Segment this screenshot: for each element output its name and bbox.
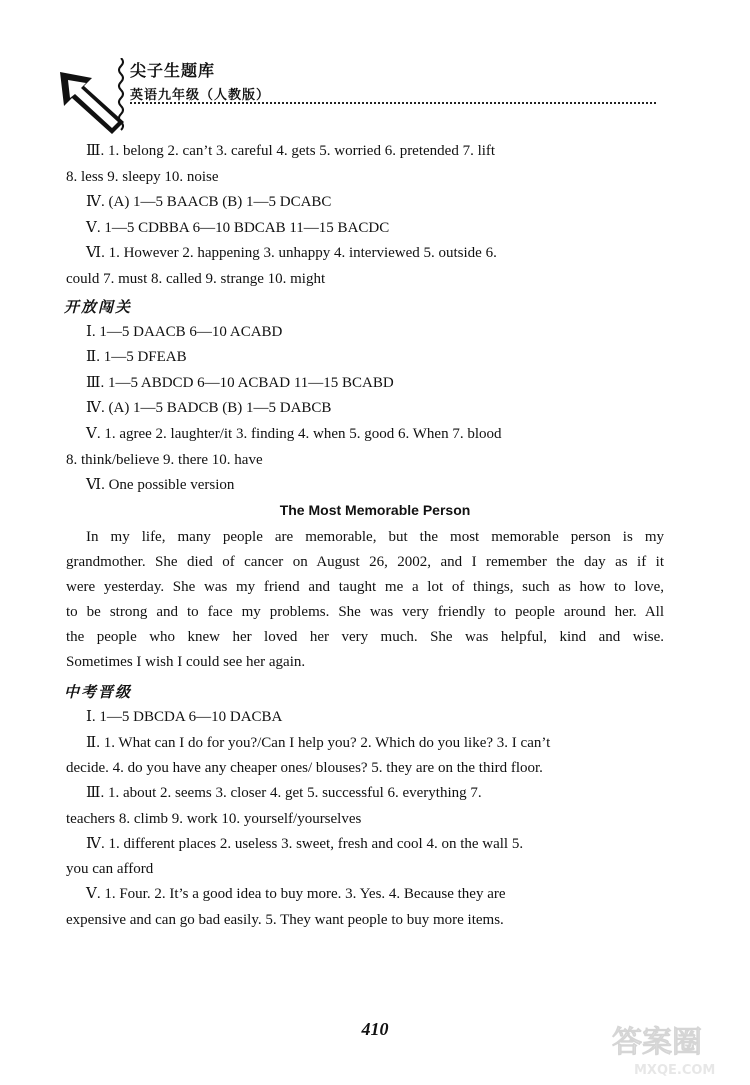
page-number: 410 bbox=[361, 1019, 389, 1039]
answer-line: Ⅲ. 1—5 ABDCD 6—10 ACBAD 11—15 BCABD bbox=[86, 375, 394, 391]
answer-line: Ⅳ. (A) 1—5 BADCB (B) 1—5 DABCB bbox=[86, 400, 332, 416]
answer-line: Ⅳ. 1. different places 2. useless 3. sweet, fresh and cool 4. on the wall 5. bbox=[86, 836, 524, 852]
svg-text:MXQE.COM: MXQE.COM bbox=[634, 1063, 716, 1078]
watermark-logo bbox=[608, 1018, 738, 1078]
answer-line: Ⅴ. 1—5 CDBBA 6—10 BDCAB 11—15 BACDC bbox=[86, 220, 390, 236]
answer-line: Ⅴ. 1. agree 2. laughter/it 3. finding 4. when 5. good 6. When 7. blood bbox=[86, 426, 502, 442]
essay-line: to be strong and to face my problems. She was very friendly to people around her. All bbox=[66, 604, 664, 620]
answer-line: Ⅲ. 1. belong 2. can’t 3. careful 4. gets 5. worried 6. pretended 7. lift bbox=[86, 143, 496, 159]
svg-text:答案圈: 答案圈 bbox=[612, 1025, 702, 1060]
answer-line: 8. think/believe 9. there 10. have bbox=[66, 452, 263, 468]
answer-line: Ⅲ. 1. about 2. seems 3. closer 4. get 5. successful 6. everything 7. bbox=[86, 785, 482, 801]
answer-line: Ⅱ. 1—5 DFEAB bbox=[86, 349, 187, 365]
answer-line: Ⅰ. 1—5 DAACB 6—10 ACABD bbox=[86, 324, 283, 340]
essay-line: grandmother. She died of cancer on August 26, 2002, and I remember the day as if it bbox=[66, 554, 664, 570]
section-heading: 中考晋级 bbox=[64, 683, 133, 701]
essay-line: the people who knew her loved her very much. She was helpful, kind and wise. bbox=[66, 629, 664, 645]
essay-title: The Most Memorable Person bbox=[279, 502, 471, 518]
answer-line: Ⅵ. One possible version bbox=[86, 477, 235, 493]
answer-line: Ⅱ. 1. What can I do for you?/Can I help you? 2. Which do you like? 3. I can’t bbox=[86, 735, 551, 751]
answer-line: 8. less 9. sleepy 10. noise bbox=[66, 169, 219, 185]
answer-line: teachers 8. climb 9. work 10. yourself/yourselves bbox=[66, 811, 362, 827]
header-dotted-rule bbox=[130, 102, 656, 104]
essay-line: Sometimes I wish I could see her again. bbox=[66, 654, 306, 670]
essay-line: were yesterday. She was my friend and taught me a lot of things, such as how to love, bbox=[66, 579, 664, 595]
answer-line: Ⅵ. 1. However 2. happening 3. unhappy 4. interviewed 5. outside 6. bbox=[86, 245, 497, 261]
series-title: 尖子生题库 bbox=[130, 61, 216, 80]
answer-line: could 7. must 8. called 9. strange 10. might bbox=[66, 271, 326, 287]
answer-line: decide. 4. do you have any cheaper ones/ blouses? 5. they are on the third floor. bbox=[66, 760, 543, 776]
page-header bbox=[58, 56, 658, 136]
section-heading: 开放闯关 bbox=[64, 298, 133, 316]
answer-line: Ⅰ. 1—5 DBCDA 6—10 DACBA bbox=[86, 709, 283, 725]
answer-line: you can afford bbox=[66, 861, 154, 877]
answer-line: expensive and can go bad easily. 5. They want people to buy more items. bbox=[66, 912, 504, 928]
essay-line: In my life, many people are memorable, but the most memorable person is my bbox=[86, 529, 664, 545]
subject-title: 英语九年级（人教版） bbox=[130, 88, 271, 103]
chain-decoration-icon bbox=[116, 58, 126, 134]
answer-line: Ⅴ. 1. Four. 2. It’s a good idea to buy more. 3. Yes. 4. Because they are bbox=[86, 886, 506, 902]
answer-line: Ⅳ. (A) 1—5 BAACB (B) 1—5 DCABC bbox=[86, 194, 332, 210]
